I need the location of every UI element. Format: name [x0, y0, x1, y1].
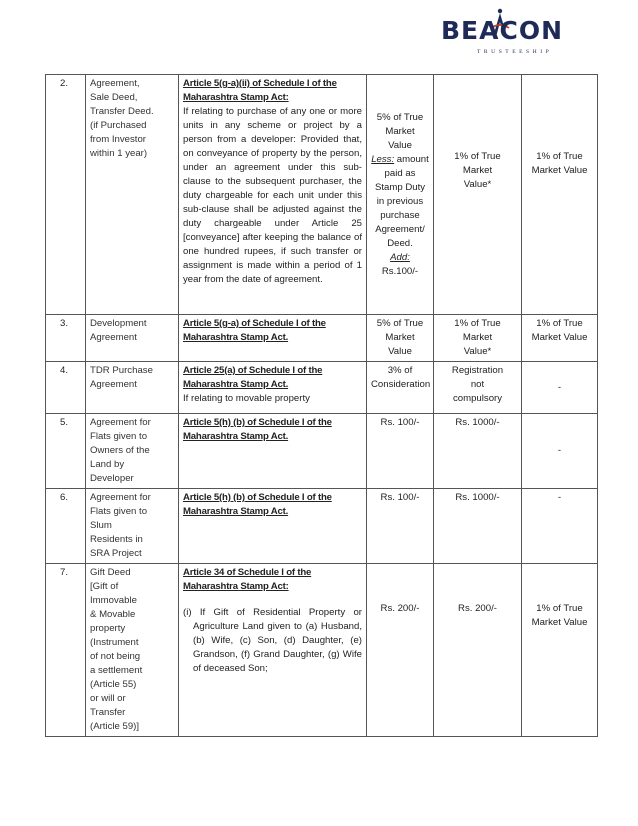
article-cell [179, 414, 367, 489]
article-heading: Article 5(h) (b) of Schedule I of the Maharashtra Stamp Act. [183, 492, 332, 517]
other-cell: - [522, 362, 598, 414]
stamp-duty-cell: Rs. 200/- [367, 564, 434, 737]
article-heading: Article 5(g-a)(ii) of Schedule I of the Maharashtra Stamp Act: [183, 78, 337, 103]
other-cell: - [522, 489, 598, 564]
row-number: 5. [46, 414, 86, 489]
article-heading: Article 5(h) (b) of Schedule I of the Maharashtra Stamp Act. [183, 417, 332, 442]
table-row [46, 315, 598, 362]
registration-cell: 1% of True Market Value* [434, 315, 522, 362]
other-cell: 1% of True Market Value [522, 564, 598, 737]
article-heading: Article 5(g-a) of Schedule I of the Maharashtra Stamp Act. [183, 318, 326, 343]
document-type: TDR Purchase Agreement [86, 362, 179, 414]
row-number: 2. [46, 75, 86, 315]
article-cell [179, 489, 367, 564]
article-cell [179, 75, 367, 315]
other-cell: 1% of True Market Value [522, 315, 598, 362]
table-row [46, 414, 598, 489]
stamp-duty-cell: 5% of True Market Value Less: amount paid as Stamp Duty in previous purchase Agreement/ Deed. Add: Rs.100/- [367, 75, 434, 315]
registration-cell: Rs. 1000/- [434, 414, 522, 489]
stamp-duty-table [45, 74, 598, 737]
brand-name: BEACON [441, 16, 564, 45]
table-row [46, 362, 598, 414]
other-cell: 1% of True Market Value [522, 75, 598, 315]
row-number: 4. [46, 362, 86, 414]
stamp-duty-cell: Rs. 100/- [367, 489, 434, 564]
table-row [46, 489, 598, 564]
registration-cell: Rs. 1000/- [434, 489, 522, 564]
document-type: Gift Deed [Gift of Immovable & Movable property (Instrument of not being a settlement (Article 55) or will or Transfer (Article 59)] [86, 564, 179, 737]
article-body: (i) If Gift of Residential Property or Agriculture Land given to (a) Husband, (b) Wife, (c) Son, (d) Daughter, (e) Grandson, (f) Grand Daughter, (g) Wife of deceased Son; [183, 607, 362, 674]
registration-cell: 1% of True Market Value* [434, 75, 522, 315]
row-number: 3. [46, 315, 86, 362]
other-cell: - [522, 414, 598, 489]
table-row [46, 75, 598, 315]
article-cell [179, 564, 367, 737]
article-heading: Article 25(a) of Schedule I of the Maharashtra Stamp Act. [183, 365, 323, 390]
article-cell [179, 315, 367, 362]
beacon-logo [441, 8, 591, 60]
article-body: If relating to purchase of any one or more units in any scheme or project by a person from a developer: Provided that, on conveyance of property by the person, under an agreement under this sub-clause to the subsequent purchaser, the duty chargeable for each unit under this sub-clause shall be adjusted against the duty chargeable under Article 25 [conveyance] after keeping the balance of one hundred rupees, if such transfer or assignment is made within a period of 1 year from the date of agreement. [183, 106, 362, 285]
article-body: If relating to movable property [183, 393, 310, 404]
document-type: Development Agreement [86, 315, 179, 362]
stamp-duty-cell: Rs. 100/- [367, 414, 434, 489]
article-heading: Article 34 of Schedule I of the Maharashtra Stamp Act: [183, 567, 312, 592]
registration-cell: Rs. 200/- [434, 564, 522, 737]
stamp-duty-cell: 3% of Consideration [367, 362, 434, 414]
row-number: 7. [46, 564, 86, 737]
document-type: Agreement for Flats given to Owners of the Land by Developer [86, 414, 179, 489]
registration-cell: Registration not compulsory [434, 362, 522, 414]
article-cell [179, 362, 367, 414]
brand-tagline: TRUSTEESHIP [477, 49, 553, 55]
table-row [46, 564, 598, 737]
document-type: Agreement for Flats given to Slum Residents in SRA Project [86, 489, 179, 564]
document-type: Agreement, Sale Deed, Transfer Deed. (if Purchased from Investor within 1 year) [86, 75, 179, 315]
stamp-duty-cell: 5% of True Market Value [367, 315, 434, 362]
row-number: 6. [46, 489, 86, 564]
